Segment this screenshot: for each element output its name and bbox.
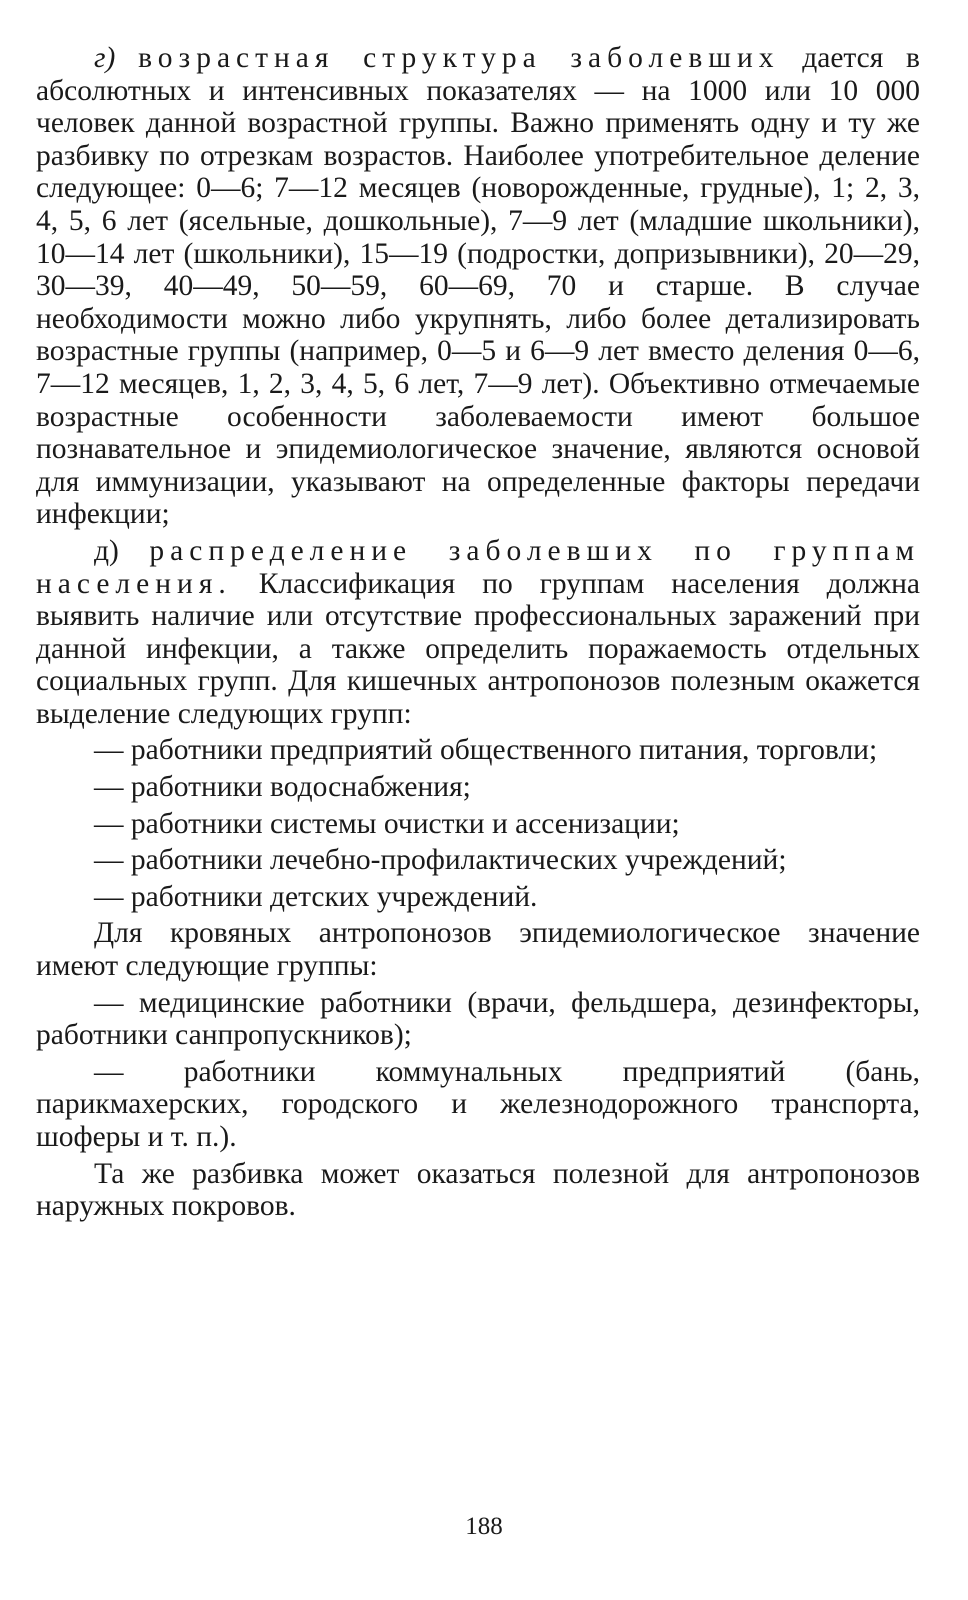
list-item: — работники лечебно-профилактических учреждений; xyxy=(94,844,787,877)
age-structure-text: дается в абсолютных и интенсивных показателях — на 1000 или 10 000 человек данной возрастной группы. Важно применять одну и ту же разбивку по отрезкам возрастов. Наиболее употребительное деление следующее: 0—6; 7—12 месяцев (новорожденные, грудные), 1; 2, 3, 4, 5, 6 лет (ясельные, дошкольные), 7—9 лет (младшие школьники), 10—14 лет (школьники), 15—19 (подростки, допризывники), 20—29, 30—39, 40—49, 50—59, 60—69, 70 и старше. В случае необходимости можно либо укрупнять, либо более детализировать возрастные группы (например, 0—5 и 6—9 лет вместо деления 0—6, 7—12 месяцев, 1, 2, 3, 4, 5, 6 лет, 7—9 лет). Объективно отмечаемые возрастные особенности заболеваемости имеют большое познавательное и эпидемиологическое значение, являются основой для иммунизации, указывают на определенные факторы передачи инфекции; xyxy=(36,42,920,531)
list-item: — работники коммунальных предприятий (бань, парикмахерских, городского и железнодорожного транспорта, шоферы и т. п.). xyxy=(36,1055,920,1153)
item-marker-g: г) xyxy=(94,42,116,74)
item-marker-d: д) xyxy=(94,534,119,567)
page-number: 188 xyxy=(465,1513,503,1540)
paragraph-blood-intro: Для кровяных антропонозов эпидемиологическое значение имеют следующие группы: xyxy=(36,917,920,983)
paragraph-closing: Та же разбивка может оказаться полезной для антропонозов наружных покровов. xyxy=(36,1157,920,1223)
age-structure-heading: возрастная структура заболевших xyxy=(138,42,780,74)
population-groups-text: Классификация по группам населения должна выявить наличие или отсутствие профессиональных заражений при данной инфекции, а также определить поражаемость отдельных социальных групп. Для кишечных антропонозов полезным окажется выделение следующих групп: xyxy=(36,567,920,730)
paragraph-population-groups xyxy=(36,535,920,731)
list-item: — работники предприятий общественного питания, торговли; xyxy=(94,734,878,767)
list-item: — работники водоснабжения; xyxy=(94,771,471,804)
page-body xyxy=(36,42,920,1223)
paragraph-age-structure xyxy=(36,42,920,531)
list-item: — медицинские работники (врачи, фельдшера, дезинфекторы, работники санпропускников); xyxy=(36,986,920,1052)
list-item: — работники детских учреждений. xyxy=(94,880,538,913)
list-item: — работники системы очистки и ассенизации; xyxy=(94,807,680,840)
population-groups-heading: распределение заболевших по группам населения. xyxy=(36,534,920,600)
